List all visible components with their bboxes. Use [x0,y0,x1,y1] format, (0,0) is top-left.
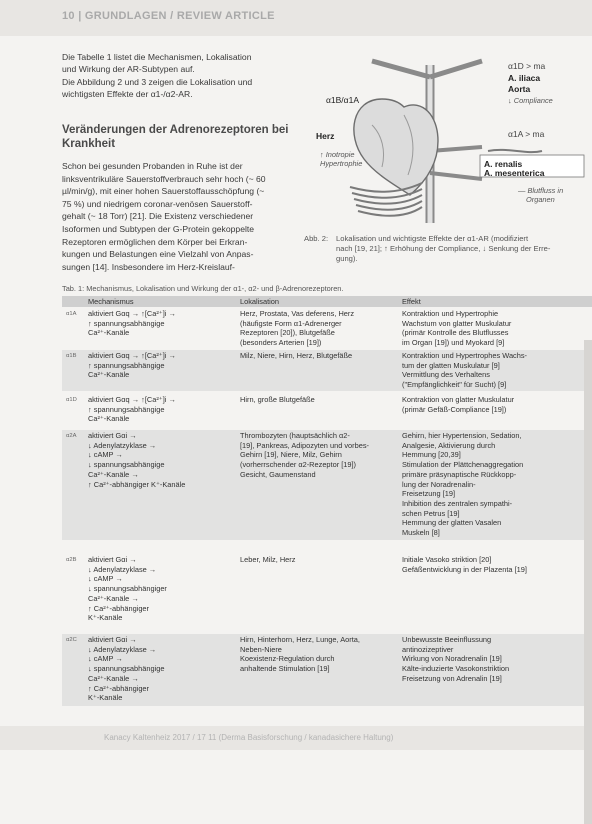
mechanism-line: Ca²⁺-Kanäle → [88,469,139,479]
mechanism-line: ↑ spannungsabhängige [88,404,165,414]
caption-line: nach [19, 21]; ↑ Erhöhung der Compliance, ↓ Senkung der Erre- [336,244,551,253]
page-edge [584,340,592,824]
mechanism-line: ↓ spannungsabhängiger [88,584,167,594]
effect-cell [402,309,590,348]
effect-line: (primär Gefäß-Compliance [19]) [402,404,507,414]
label-a1a: α1A > ma [508,129,545,139]
mechanism-line: ↓ spannungsabhängige [88,460,165,470]
effect-cell [402,351,590,390]
effect-line: Stimulation der Plättchenaggregation [402,460,524,470]
mechanism-line: ↓ Adenylatzyklase → [88,440,157,450]
body-line: 75 %) und niedrigem coronar-venösen Sauerstoff- [62,198,253,209]
localisation-cell [240,431,390,480]
effect-line: lung der Noradrenalin- [402,479,476,489]
effect-cell [402,635,590,684]
body-line: kungen und Belastungen eine Vielzahl von Anpas- [62,249,254,260]
effect-line: Hemmung der glatten Vasalen [402,518,502,528]
mechanism-line: ↑ Ca²⁺-abhängiger [88,683,150,693]
effect-line: Gefäßentwicklung in der Plazenta [19] [402,564,527,574]
localisation-cell [240,635,390,674]
label-a-mesenterica: A. mesenterica [484,168,545,178]
effect-line: Gehirn, hier Hypertension, Sedation, [402,431,522,440]
localisation-line: Hirn, Hinterhorn, Herz, Lunge, Aorta, [240,635,360,644]
mechanism-line: ↑ spannungsabhängige [88,318,165,328]
mechanism-cell [88,309,218,338]
localisation-line: Leber, Milz, Herz [240,555,296,564]
intro-line: Die Tabelle 1 listet die Mechanismen, Lokalisation [62,52,252,62]
effect-line: Unbewusste Beeinflussung [402,635,492,644]
body-line: sungen [14]. Insbesondere im Herz-Kreislauf- [62,261,235,272]
figure-background [312,55,592,235]
body-line: Rezeptoren ermöglichen dem Körper bei Erkran- [62,236,248,247]
body-line: Isoformen und Subtypen der G-Protein gekoppelte [62,223,255,234]
effect-line: Inhibition des zentralen sympathi- [402,498,513,508]
localisation-line: anhaltende Stimulation [19] [240,664,330,674]
mechanism-cell [88,635,218,703]
receptor-type: α1B [66,353,77,359]
localisation-line: Thrombozyten (hauptsächlich α2- [240,431,350,440]
intro-paragraph [62,51,308,101]
label-compliance: ↓ Compliance [508,96,553,105]
mechanism-line: aktiviert Gαq → ↑[Ca²⁺]i → [88,309,176,318]
label-blutfluss: — Blutfluss in [518,186,564,195]
mechanism-line: K⁺-Kanäle [88,613,123,623]
header-bar [0,0,592,36]
mechanism-line: ↓ Adenylatzyklase → [88,644,157,654]
mechanism-line: ↑ Ca²⁺-abhängiger [88,603,150,613]
localisation-cell [240,555,390,565]
label-organen: Organen [526,195,555,204]
effect-line: Vermittlung des Verhaltens [402,370,490,380]
label-a-renalis: A. renalis [484,159,523,169]
heading-line: Krankheit [62,138,116,150]
effect-line: (primär Kontrolle des Blutflusses [402,328,509,338]
mechanism-line: aktiviert Gαi → [88,635,137,644]
header-mechanismus: Mechanismus [88,297,134,306]
localisation-line: Milz, Niere, Hirn, Herz, Blutgefäße [240,351,353,360]
effect-line: Kontraktion von glatter Muskulatur [402,395,515,404]
footer-text: Kanacy Kaltenheiz 2017 / 17 11 (Derma Basisforschung / kanadasichere Haltung) [104,733,394,742]
mechanism-line: ↓ cAMP → [88,450,123,460]
label-a1d: α1D > ma [508,61,546,71]
localisation-line: (vorherrschender α2-Rezeptor [19]) [240,460,357,470]
heading-line: Veränderungen der Adrenorezeptoren bei [62,124,289,136]
body-line: Schon bei gesunden Probanden in Ruhe ist der [62,161,243,171]
mechanism-line: aktiviert Gαi → [88,431,137,440]
effect-line: Muskeln [8] [402,528,440,538]
mechanism-line: Ca²⁺-Kanäle [88,370,130,380]
effect-line: Kontraktion und Hypertrophie [402,309,499,318]
effect-line: Initiale Vasoko striktion [20] [402,555,492,564]
table-row [62,554,592,626]
mechanism-cell [88,351,218,380]
effect-cell [402,555,590,574]
mechanism-line: K⁺-Kanäle [88,693,123,703]
effect-line: tum der glatten Muskulatur [9] [402,360,500,370]
effect-line: Kälte-induzierte Vasokonstriktion [402,664,510,674]
localisation-line: Gehirn [19], Niere, Milz, Gehirn [240,450,342,460]
mechanism-cell [88,555,218,623]
receptor-type: α2A [66,433,77,439]
effect-line: Freisetzung von Adrenalin [19] [402,673,502,683]
receptor-type: α2B [66,557,77,563]
intro-line: Die Abbildung 2 und 3 zeigen die Lokalisation und [62,76,253,87]
mechanism-line: Ca²⁺-Kanäle [88,414,130,424]
mechanism-line: ↑ Ca²⁺-abhängiger K⁺-Kanäle [88,479,186,489]
effect-line: Kontraktion und Hypertrophes Wachs- [402,351,528,360]
effect-line: ("Empfänglichkeit" für Sucht) [9] [402,380,507,390]
header-lokalisation: Lokalisation [240,297,280,306]
label-hypertrophie: Hypertrophie [320,159,363,168]
caption-line: Lokalisation und wichtigste Effekte der α1-AR (modifiziert [336,234,529,243]
localisation-cell [240,395,390,405]
effect-line: Analgesie, Aktivierung durch [402,440,496,450]
effect-line: schen Petrus [19] [402,508,460,518]
effect-line: antinozizeptiver [402,644,454,654]
effect-cell [402,431,590,538]
effect-line: primäre präsynaptische Rückkopp- [402,469,517,479]
mechanism-line: ↓ cAMP → [88,654,123,664]
localisation-line: Hirn, große Blutgefäße [240,395,315,404]
mechanism-line: Ca²⁺-Kanäle [88,328,130,338]
mechanism-line: Ca²⁺-Kanäle → [88,673,139,683]
mechanism-cell [88,431,218,489]
table-row [62,308,592,348]
mechanism-line: aktiviert Gαq → ↑[Ca²⁺]i → [88,395,176,404]
running-header: 10 | GRUNDLAGEN / REVIEW ARTICLE [62,10,275,22]
label-aorta: Aorta [508,84,531,94]
intro-line: und Wirkung der AR-Subtypen auf. [62,64,195,75]
body-line: µl/min/g), mit einer hohen Sauerstoffausschöpfung (~ [62,186,265,197]
localisation-cell [240,309,390,348]
effect-line: Wachstum von glatter Muskulatur [402,318,512,328]
label-herz: Herz [316,131,335,141]
mechanism-line: ↓ cAMP → [88,574,123,584]
localisation-line: (häufigste Form α1-Adrenerger [240,318,342,328]
table-row [62,350,592,391]
localisation-line: (besonders Arterien [19]) [240,338,322,348]
section-heading [62,123,308,151]
localisation-line: Gesicht, Gaumenstand [240,469,316,479]
intro-line: wichtigsten Effekte der α1-/α2-AR. [62,89,193,100]
localisation-line: Koexistenz-Regulation durch [240,654,335,664]
label-a-iliaca: A. iliaca [508,73,541,83]
receptor-type: α2C [66,637,77,643]
localisation-cell [240,351,390,361]
table-title: Tab. 1: Mechanismus, Lokalisation und Wirkung der α1-, α2- und β-Adrenorezeptoren. [62,284,344,293]
mechanism-line: ↓ Adenylatzyklase → [88,564,157,574]
caption-line: gung). [336,254,358,263]
body-line: gehalt (~ 18 Torr) [21]. Die Existenz verschiedener [62,211,254,222]
mechanism-line: Ca²⁺-Kanäle → [88,593,139,603]
receptor-type: α1A [66,311,77,317]
mechanism-line: ↑ spannungsabhängige [88,360,165,370]
table-row [62,634,592,706]
effect-line: Hemmung [20,39] [402,450,461,460]
localisation-line: Rezeptoren [20]), Blutgefäße [240,328,335,338]
body-line: linksventrikuläre Sauerstoffverbrauch sehr hoch (~ 60 [62,173,266,184]
effect-line: im Organ [19]) und Myokard [9] [402,338,505,348]
table-header-row [62,296,592,307]
localisation-line: [19], Pankreas, Adipozyten und vorbes- [240,440,370,450]
table-row [62,394,592,428]
effect-line: Wirkung von Noradrenalin [19] [402,654,502,664]
mechanism-line: aktiviert Gαq → ↑[Ca²⁺]i → [88,351,176,360]
label-a1b-a1a: α1B/α1A [326,95,359,105]
body-paragraph [62,160,308,273]
label-inotropie: ↑ Inotropie [320,150,355,159]
mechanism-line: ↓ spannungsabhängige [88,664,165,674]
receptor-type: α1D [66,397,77,403]
mechanism-cell [88,395,218,424]
table-row [62,430,592,540]
localisation-line: Neben-Niere [240,644,282,654]
mechanism-line: aktiviert Gαi → [88,555,137,564]
adrenoceptor-table [62,284,592,724]
figure-heart-vessels [312,55,592,235]
effect-line: Freisetzung [19] [402,489,455,499]
effect-cell [402,395,590,414]
localisation-line: Herz, Prostata, Vas deferens, Herz [240,309,355,318]
figure-caption [304,234,592,264]
caption-label: Abb. 2: [304,234,329,243]
header-effekt: Effekt [402,297,421,306]
